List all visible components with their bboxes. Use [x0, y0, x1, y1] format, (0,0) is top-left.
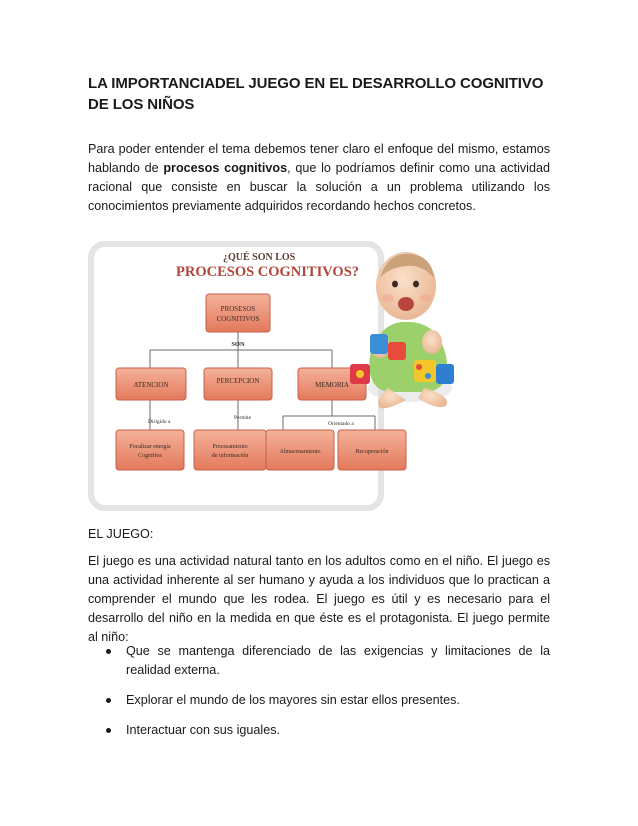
bullet-text: Interactuar con sus iguales.	[126, 723, 281, 737]
section-heading-juego: EL JUEGO:	[88, 527, 154, 541]
bullet-text: Que se mantenga diferenciado de las exigencias y limitaciones de la realidad externa.	[126, 644, 550, 677]
intro-bold-term: procesos cognitivos	[163, 161, 288, 175]
root-box	[206, 294, 270, 332]
connector-dirigido: Dirigido a	[148, 419, 171, 425]
figure-heading-small: ¿QUÉ SON LOS	[223, 252, 296, 263]
bullet-dot-icon	[106, 728, 111, 733]
bullet-item	[88, 721, 550, 740]
connector-permite: Permite	[234, 415, 252, 421]
intro-paragraph	[88, 140, 550, 216]
leaf-box-procesamiento	[194, 430, 266, 470]
son-label: SON	[231, 341, 245, 348]
leaf-almacenamiento: Almacenamiento	[279, 449, 321, 455]
bullet-text: Explorar el mundo de los mayores sin estar ellos presentes.	[126, 693, 460, 707]
leaf-focalizar-2: Cognitiva	[138, 453, 162, 459]
mid-label-memoria: MEMORIA	[315, 381, 349, 389]
leaf-box-focalizar	[116, 430, 184, 470]
connector-orientado: Orientado a	[328, 421, 354, 427]
root-label-2: COGNITIVOS	[216, 315, 260, 323]
cognitive-processes-figure	[88, 238, 468, 512]
mid-label-percepcion: PERCEPCION	[216, 377, 260, 385]
intro-text-end: , que lo podríamos definir como una actividad racional que consiste en buscar la solución a un problema utilizando los conocimientos previamente adquiridos recordando hechos concretos.	[88, 161, 550, 213]
figure-svg	[88, 238, 468, 512]
intro-text-start: Para poder entender el tema debemos tener claro el enfoque del mismo, estamos hablando de	[88, 142, 550, 175]
leaf-recuperacion: Recuperación	[355, 449, 389, 455]
bullet-list	[88, 642, 550, 751]
bullet-dot-icon	[106, 698, 111, 703]
root-label-1: PROSESOS	[220, 305, 256, 313]
leaf-procesamiento-2: de información	[211, 453, 249, 459]
document-title: LA IMPORTANCIADEL JUEGO EN EL DESARROLLO COGNITIVO DE LOS NIÑOS	[88, 75, 544, 113]
bullet-dot-icon	[106, 649, 111, 654]
bullet-item	[88, 691, 550, 710]
figure-heading-big: PROCESOS COGNITIVOS?	[176, 264, 360, 280]
leaf-procesamiento-1: Procesamiento	[212, 444, 248, 450]
bullet-item	[88, 642, 550, 680]
leaf-focalizar-1: Focalizar energía	[129, 444, 171, 450]
juego-paragraph: El juego es una actividad natural tanto en los adultos como en el niño. El juego es una actividad inherente al ser humano y ayuda a los individuos que lo practican a comprender el mundo que les rodea. El juego es útil y es necesario para el desarrollo del niño en la medida en que éste es el protagonista. El juego permite al niño:	[88, 554, 550, 644]
mid-label-atencion: ATENCION	[133, 381, 169, 389]
